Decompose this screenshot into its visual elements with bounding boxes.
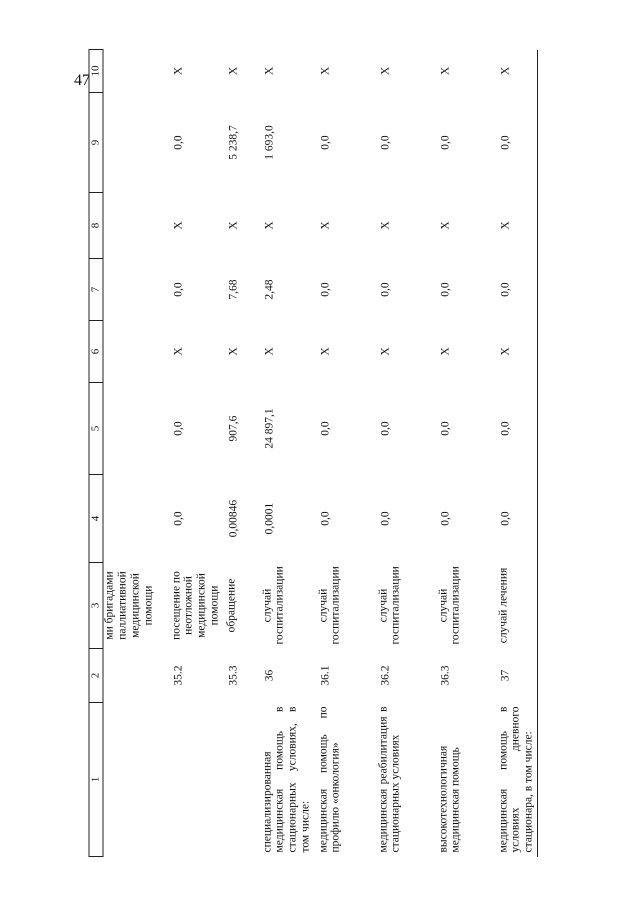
cell-col-9: 0,0 [379,135,391,150]
column-header-9: 9 [89,93,103,193]
cell-col-7: 0,0 [319,282,331,297]
cell-col-2: 36 [263,669,275,682]
cell-col-5: 24 897,1 [263,408,275,449]
cell-col-3: случай лечения [497,567,509,644]
cell-col-2: 35.2 [172,665,184,686]
cell-col-4: 0,0 [172,511,184,526]
cell-col-6: X [499,347,511,356]
cell-col-4: 0,0 [439,511,451,526]
cell-col-9: 0,0 [319,135,331,150]
cell-col-1: медицинская помощь в условиях дневного стационара, в том числе: [497,706,535,853]
data-table [89,49,538,857]
cell-col-1: медицинская помощь по профилю «онкология» [317,706,342,853]
cell-col-3: случай госпитализации [317,566,342,645]
cell-col-9: 0,0 [172,135,184,150]
cell-col-10: X [319,66,331,76]
cell-col-2: 36.2 [379,665,391,686]
cell-col-8: X [499,221,511,230]
cell-col-6: X [172,347,184,356]
row-36-2 [377,50,437,857]
column-header-1: 1 [89,703,103,857]
cell-col-7: 2,48 [263,279,275,300]
column-header-8: 8 [89,193,103,259]
cell-col-10: X [379,66,391,76]
cell-col-7: 0,0 [499,282,511,297]
cell-col-4: 0,0 [379,511,391,526]
cell-col-7: 0,0 [439,282,451,297]
cell-col-6: X [263,347,275,356]
cell-col-5: 0,0 [499,421,511,436]
cell-col-1 [170,703,225,857]
cell-col-2: 36.1 [319,665,331,686]
cell-col-5: 0,0 [439,421,451,436]
cell-col-8: X [379,221,391,230]
header-row [89,50,103,857]
column-header-6: 6 [89,321,103,383]
cell-col-5: 0,0 [379,421,391,436]
cell-col-1: медицинская реабилитация в стационарных условиях [377,706,402,853]
cell-col-1: специализированная медицинская помощь в стационарных условиях, в том числе: [261,706,312,853]
row-36-3 [437,50,497,857]
cell-col-8: X [319,221,331,230]
column-header-3: 3 [89,563,103,649]
cell-col-7: 0,0 [172,282,184,297]
cell-col-2: 37 [499,669,511,682]
column-header-5: 5 [89,383,103,475]
cell-col-7 [103,259,170,321]
cell-col-8: X [172,221,184,230]
table-body [103,50,537,857]
row-palliative-cont [103,50,170,857]
cell-col-3: ми бригадами паллиативной медицинской помощи [103,571,155,640]
cell-col-5: 907,6 [227,415,239,442]
cell-col-5: 0,0 [319,421,331,436]
cell-col-2: 35.3 [227,665,239,686]
cell-col-8: X [227,221,239,230]
cell-col-10 [103,50,170,93]
cell-col-1: высокотехнологичная медицинская помощь [437,745,462,853]
cell-col-10: X [263,66,275,76]
column-header-7: 7 [89,259,103,321]
cell-col-4 [103,475,170,563]
cell-col-7: 7,68 [227,279,239,300]
cell-col-9: 5 238,7 [227,125,239,160]
cell-col-3: случай госпитализации [261,566,286,645]
cell-col-8: X [439,221,451,230]
cell-col-4: 0,0001 [263,502,275,535]
cell-col-3: посещение по неотложной медицинской помощи [170,571,221,640]
row-35-2 [170,50,225,857]
cell-col-10: X [499,66,511,76]
header-bottom-rule [537,50,538,857]
cell-col-5: 0,0 [172,421,184,436]
cell-col-6 [103,321,170,383]
cell-col-10: X [439,66,451,76]
cell-col-4: 0,0 [319,511,331,526]
cell-col-1 [103,703,170,857]
cell-col-3: случай госпитализации [377,566,402,645]
cell-col-2 [103,649,170,703]
cell-col-6: X [319,347,331,356]
cell-col-6: X [227,347,239,356]
cell-col-9: 0,0 [439,135,451,150]
column-header-2: 2 [89,649,103,703]
cell-col-6: X [379,347,391,356]
cell-col-10: X [227,66,239,76]
cell-col-7: 0,0 [379,282,391,297]
cell-col-5 [103,383,170,475]
row-35-3 [225,50,261,857]
cell-col-1 [225,703,261,857]
cell-col-6: X [439,347,451,356]
row-36 [261,50,317,857]
cell-col-8 [103,193,170,259]
cell-col-9: 0,0 [499,135,511,150]
cell-col-9 [103,93,170,193]
cell-col-8: X [263,221,275,230]
row-36-1 [317,50,377,857]
row-37 [497,50,537,857]
cell-col-9: 1 693,0 [263,125,275,160]
cell-col-2: 36.3 [439,665,451,686]
column-header-10: 10 [89,50,103,93]
column-header-4: 4 [89,475,103,563]
cell-col-3: обращение [225,578,237,633]
cell-col-4: 0,00846 [227,499,239,538]
page-number: 47 [74,72,90,89]
cell-col-3: случай госпитализации [437,566,462,645]
cell-col-4: 0,0 [499,511,511,526]
cell-col-10: X [172,66,184,76]
